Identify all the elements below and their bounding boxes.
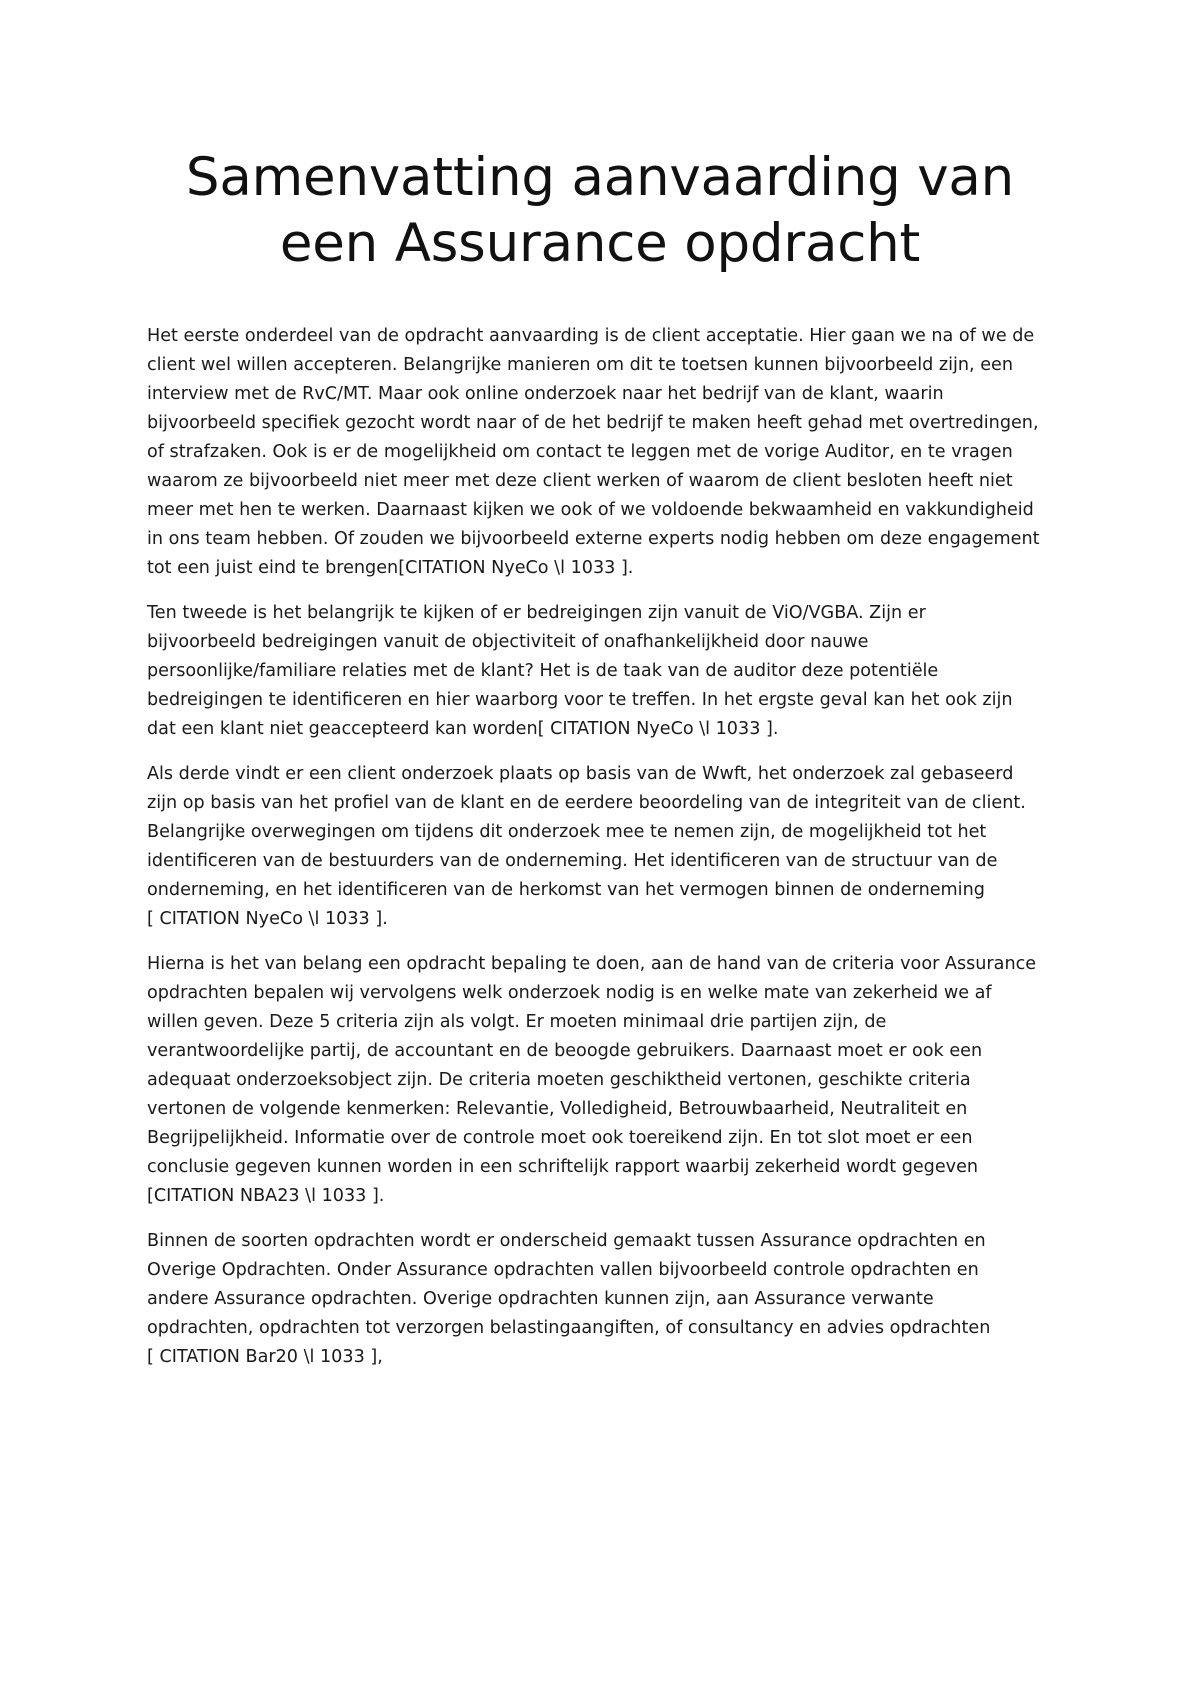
text-line: conclusie gegeven kunnen worden in een schriftelijk rapport waarbij zekerheid wordt gegeven bbox=[147, 1157, 979, 1177]
document-body bbox=[147, 322, 1077, 1388]
text-line: Hierna is het van belang een opdracht bepaling te doen, aan de hand van de criteria voor Assurance bbox=[147, 954, 1037, 974]
text-line: zijn op basis van het profiel van de klant en de eerdere beoordeling van de integriteit van de client. bbox=[147, 793, 1026, 813]
text-line: opdrachten bepalen wij vervolgens welk onderzoek nodig is en welke mate van zekerheid we af bbox=[147, 983, 992, 1003]
paragraph-client-acceptatie bbox=[147, 322, 1077, 583]
text-line: [ CITATION Bar20 \l 1033 ], bbox=[147, 1347, 383, 1367]
paragraph-soorten-opdrachten bbox=[147, 1227, 1077, 1372]
paragraph-client-onderzoek bbox=[147, 760, 1077, 934]
text-line: vertonen de volgende kenmerken: Relevantie, Volledigheid, Betrouwbaarheid, Neutraliteit en bbox=[147, 1099, 968, 1119]
text-line: persoonlijke/familiare relaties met de klant? Het is de taak van de auditor deze potentiële bbox=[147, 661, 939, 681]
text-line: bedreigingen te identificeren en hier waarborg voor te treffen. In het ergste geval kan het ook zijn bbox=[147, 690, 1013, 710]
text-line: identificeren van de bestuurders van de onderneming. Het identificeren van de structuur van de bbox=[147, 851, 998, 871]
text-line: [ CITATION NyeCo \l 1033 ]. bbox=[147, 909, 388, 929]
text-line: adequaat onderzoeksobject zijn. De criteria moeten geschiktheid vertonen, geschikte criteria bbox=[147, 1070, 971, 1090]
text-line: andere Assurance opdrachten. Overige opdrachten kunnen zijn, aan Assurance verwante bbox=[147, 1289, 934, 1309]
text-line: bijvoorbeeld bedreigingen vanuit de objectiviteit of onafhankelijkheid door nauwe bbox=[147, 632, 869, 652]
text-line: client wel willen accepteren. Belangrijke manieren om dit te toetsen kunnen bijvoorbeeld zijn, een bbox=[147, 355, 1014, 375]
text-line: dat een klant niet geaccepteerd kan worden[ CITATION NyeCo \l 1033 ]. bbox=[147, 719, 779, 739]
title-line: een Assurance opdracht bbox=[279, 213, 921, 274]
text-line: Binnen de soorten opdrachten wordt er onderscheid gemaakt tussen Assurance opdrachten en bbox=[147, 1231, 986, 1251]
text-line: waarom ze bijvoorbeeld niet meer met deze client werken of waarom de client besloten heeft niet bbox=[147, 471, 1013, 491]
text-line: willen geven. Deze 5 criteria zijn als volgt. Er moeten minimaal drie partijen zijn, de bbox=[147, 1012, 887, 1032]
text-line: Als derde vindt er een client onderzoek plaats op basis van de Wwft, het onderzoek zal gebaseerd bbox=[147, 764, 1014, 784]
text-line: Ten tweede is het belangrijk te kijken of er bedreigingen zijn vanuit de ViO/VGBA. Zijn er bbox=[147, 603, 926, 623]
paragraph-opdracht-bepaling bbox=[147, 950, 1077, 1211]
text-line: bijvoorbeeld specifiek gezocht wordt naar of de het bedrijf te maken heeft gehad met overtredingen, bbox=[147, 413, 1039, 433]
text-line: opdrachten, opdrachten tot verzorgen belastingaangiften, of consultancy en advies opdrachten bbox=[147, 1318, 991, 1338]
paragraph-bedreigingen bbox=[147, 599, 1077, 744]
text-line: Belangrijke overwegingen om tijdens dit onderzoek mee te nemen zijn, de mogelijkheid tot het bbox=[147, 822, 987, 842]
text-line: verantwoordelijke partij, de accountant en de beoogde gebruikers. Daarnaast moet er ook een bbox=[147, 1041, 983, 1061]
text-line: Het eerste onderdeel van de opdracht aanvaarding is de client acceptatie. Hier gaan we na of we de bbox=[147, 326, 1035, 346]
text-line: in ons team hebben. Of zouden we bijvoorbeeld externe experts nodig hebben om deze engagement bbox=[147, 529, 1040, 549]
text-line: Begrijpelijkheid. Informatie over de controle moet ook toereikend zijn. En tot slot moet er een bbox=[147, 1128, 973, 1148]
text-line: onderneming, en het identificeren van de herkomst van het vermogen binnen de onderneming bbox=[147, 880, 985, 900]
text-line: meer met hen te werken. Daarnaast kijken we ook of we voldoende bekwaamheid en vakkundigheid bbox=[147, 500, 1034, 520]
document-title bbox=[140, 145, 1060, 277]
text-line: tot een juist eind te brengen[CITATION NyeCo \l 1033 ]. bbox=[147, 558, 634, 578]
text-line: Overige Opdrachten. Onder Assurance opdrachten vallen bijvoorbeeld controle opdrachten en bbox=[147, 1260, 979, 1280]
text-line: of strafzaken. Ook is er de mogelijkheid om contact te leggen met de vorige Auditor, en te vragen bbox=[147, 442, 1013, 462]
text-line: [CITATION NBA23 \l 1033 ]. bbox=[147, 1186, 385, 1206]
text-line: interview met de RvC/MT. Maar ook online onderzoek naar het bedrijf van de klant, waarin bbox=[147, 384, 944, 404]
title-line: Samenvatting aanvaarding van bbox=[185, 147, 1015, 208]
